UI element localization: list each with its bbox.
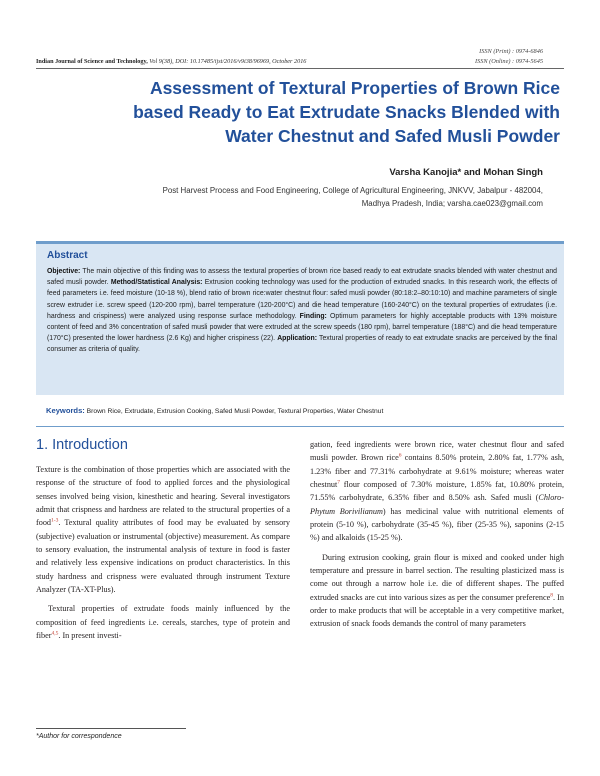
paragraph-text: flour composed of 7.30% moisture, 1.85% fat, 10.80% protein, 71.55% carbohydrate, 6.35% fiber and 8.50% ash. Safed musli (	[310, 480, 564, 503]
paragraph-text: contains 8.50% protein, 2.80% fat, 1.77% ash, 1.23% fiber and 77.31% carbohydrate at 9.61% moisture; whereas water chestnut	[310, 453, 564, 490]
paragraph-text: gation, feed ingredients were brown rice, water chestnut flour and safed musli powder. Brown rice	[310, 440, 564, 463]
affiliation-line: Madhya Pradesh, India; varsha.cae023@gmail.com	[361, 199, 543, 208]
application-label: Application:	[277, 335, 318, 343]
paragraph-text: During extrusion cooking, grain flour is mixed and cooked under high temperature and pressure in barrel section. The resulting plasticized mass is come out through a narrow hole i.e. die of different shapes. The puffed extruded snacks are cut into various sizes as per the consumer preference	[310, 552, 564, 602]
objective-label: Objective:	[47, 268, 81, 275]
body-column-right	[310, 438, 564, 631]
method-text: Extrusion cooking technology was used for the production of extruded snacks. In this research work, the effects of feed parameters i.e. feed moisture (10-18 %), blend ratio of brown rice:water chestnut flour: safed musli powder (80:18:2–80:10:10) and machine parameters of single screw extruder i.e. screw speed (120-200 rpm), barrel temperature (120-200°C) and die head temperature (160-240°C) on the textural properties of extrudates (i.e. hardness and crispiness) were analyzed using response surface methodology.	[47, 279, 557, 320]
issn-print: ISSN (Print) : 0974-6846	[479, 48, 543, 55]
journal-details: Vol 9(38), DOI: 10.17485/ijst/2016/v9i38/96969, October 2016	[149, 58, 307, 65]
paragraph-text: . Textural quality attributes of food may be evaluated by sensory (subjective) evaluation or instrumental (objective) measurement. As compare to sensory evaluation, the instrumental analysis of texture in food is faster and relatively less expensive indications on product characteristics. In this study hardness and crispness were evaluated through instrument Texture Analyzer (TA-XT-Plus).	[36, 518, 290, 595]
footnote-divider	[36, 728, 186, 729]
method-label: Method/Statistical Analysis:	[110, 279, 203, 287]
objective-text: The main objective of this finding was to assess the textural properties of brown rice based ready to eat extrudate snacks blended with water chestnut and safed musli powder.	[47, 268, 557, 287]
reference-link[interactable]: 7	[337, 479, 341, 486]
section-heading: 1. Introduction	[36, 437, 128, 453]
keywords	[46, 406, 383, 415]
reference-link[interactable]: 8	[550, 592, 553, 599]
paragraph-text: ) has medicinal value with nutritional elements of protein (5-10 %), carbohydrate (35-45 %), fiber (25-35 %), saponins (2-15 %) and alkaloids (15-25 %).	[310, 506, 565, 543]
keywords-label: Keywords:	[46, 406, 85, 415]
body-column-left	[36, 463, 290, 642]
authors: Varsha Kanojia* and Mohan Singh	[389, 167, 543, 178]
abstract-heading: Abstract	[47, 250, 88, 261]
header-divider	[36, 68, 564, 69]
reference-link[interactable]: 4,5	[51, 630, 59, 637]
paragraph-text: Textural properties of extrudate foods mainly influenced by the composition of feed ingredients i.e. cereals, starches, type of protein and fiber	[36, 604, 290, 641]
footnote: *Author for correspondence	[36, 733, 122, 740]
finding-label: Finding:	[299, 312, 327, 320]
paper-title	[40, 76, 560, 148]
species-name: Chloro-Phytum Borivilianum	[310, 493, 564, 516]
issn-online: ISSN (Online) : 0974-5645	[474, 58, 543, 65]
affiliation	[73, 184, 543, 210]
reference-link[interactable]: 6	[398, 452, 402, 459]
paragraph-text: Texture is the combination of those properties which are associated with the response of the structure of food to applied forces and the physiological senses involved being vision, kinesthetic and hearing. Several investigators admit that crispness and hardness are related to the structural properties of a food	[36, 465, 290, 528]
paragraph	[36, 463, 290, 596]
application-text: Textural properties of ready to eat extrudate snacks are perceived by the final consumer as criteria of quality.	[47, 335, 557, 354]
finding-text: Optimum parameters for highly acceptable products with 13% moisture content of feed and 3% concentration of safed musli powder that were extruded at the screw speeds (180 rpm), barrel temperature (188°C) and die head temperature (170°C) presented the lower hardness (2.6 Kg) and higher crispiness (22).	[47, 312, 557, 343]
title-line: based Ready to Eat Extrudate Snacks Blended with	[133, 102, 560, 122]
title-line: Assessment of Textural Properties of Brown Rice	[149, 78, 560, 98]
journal-citation	[36, 58, 306, 65]
title-line: Water Chestnut and Safed Musli Powder	[225, 126, 560, 146]
paragraph-text: . In present investi-	[58, 631, 122, 641]
paragraph	[310, 438, 564, 545]
journal-name: Indian Journal of Science and Technology,	[36, 58, 148, 65]
abstract-box	[36, 241, 564, 395]
keywords-text: Brown Rice, Extrudate, Extrusion Cooking, Safed Musli Powder, Textural Properties, Water Chestnut	[84, 408, 384, 415]
keywords-divider	[36, 426, 564, 427]
abstract-body	[47, 266, 557, 356]
paragraph	[36, 602, 290, 642]
reference-link[interactable]: 1-3	[51, 517, 59, 524]
paragraph	[310, 551, 564, 631]
affiliation-line: Post Harvest Process and Food Engineering, College of Agricultural Engineering, JNKVV, Jabalpur - 482004,	[162, 186, 543, 195]
paragraph-text: . In order to make products that will be acceptable in a very competitive market, extrusion of snack foods demands the control of many parameters	[310, 592, 564, 629]
